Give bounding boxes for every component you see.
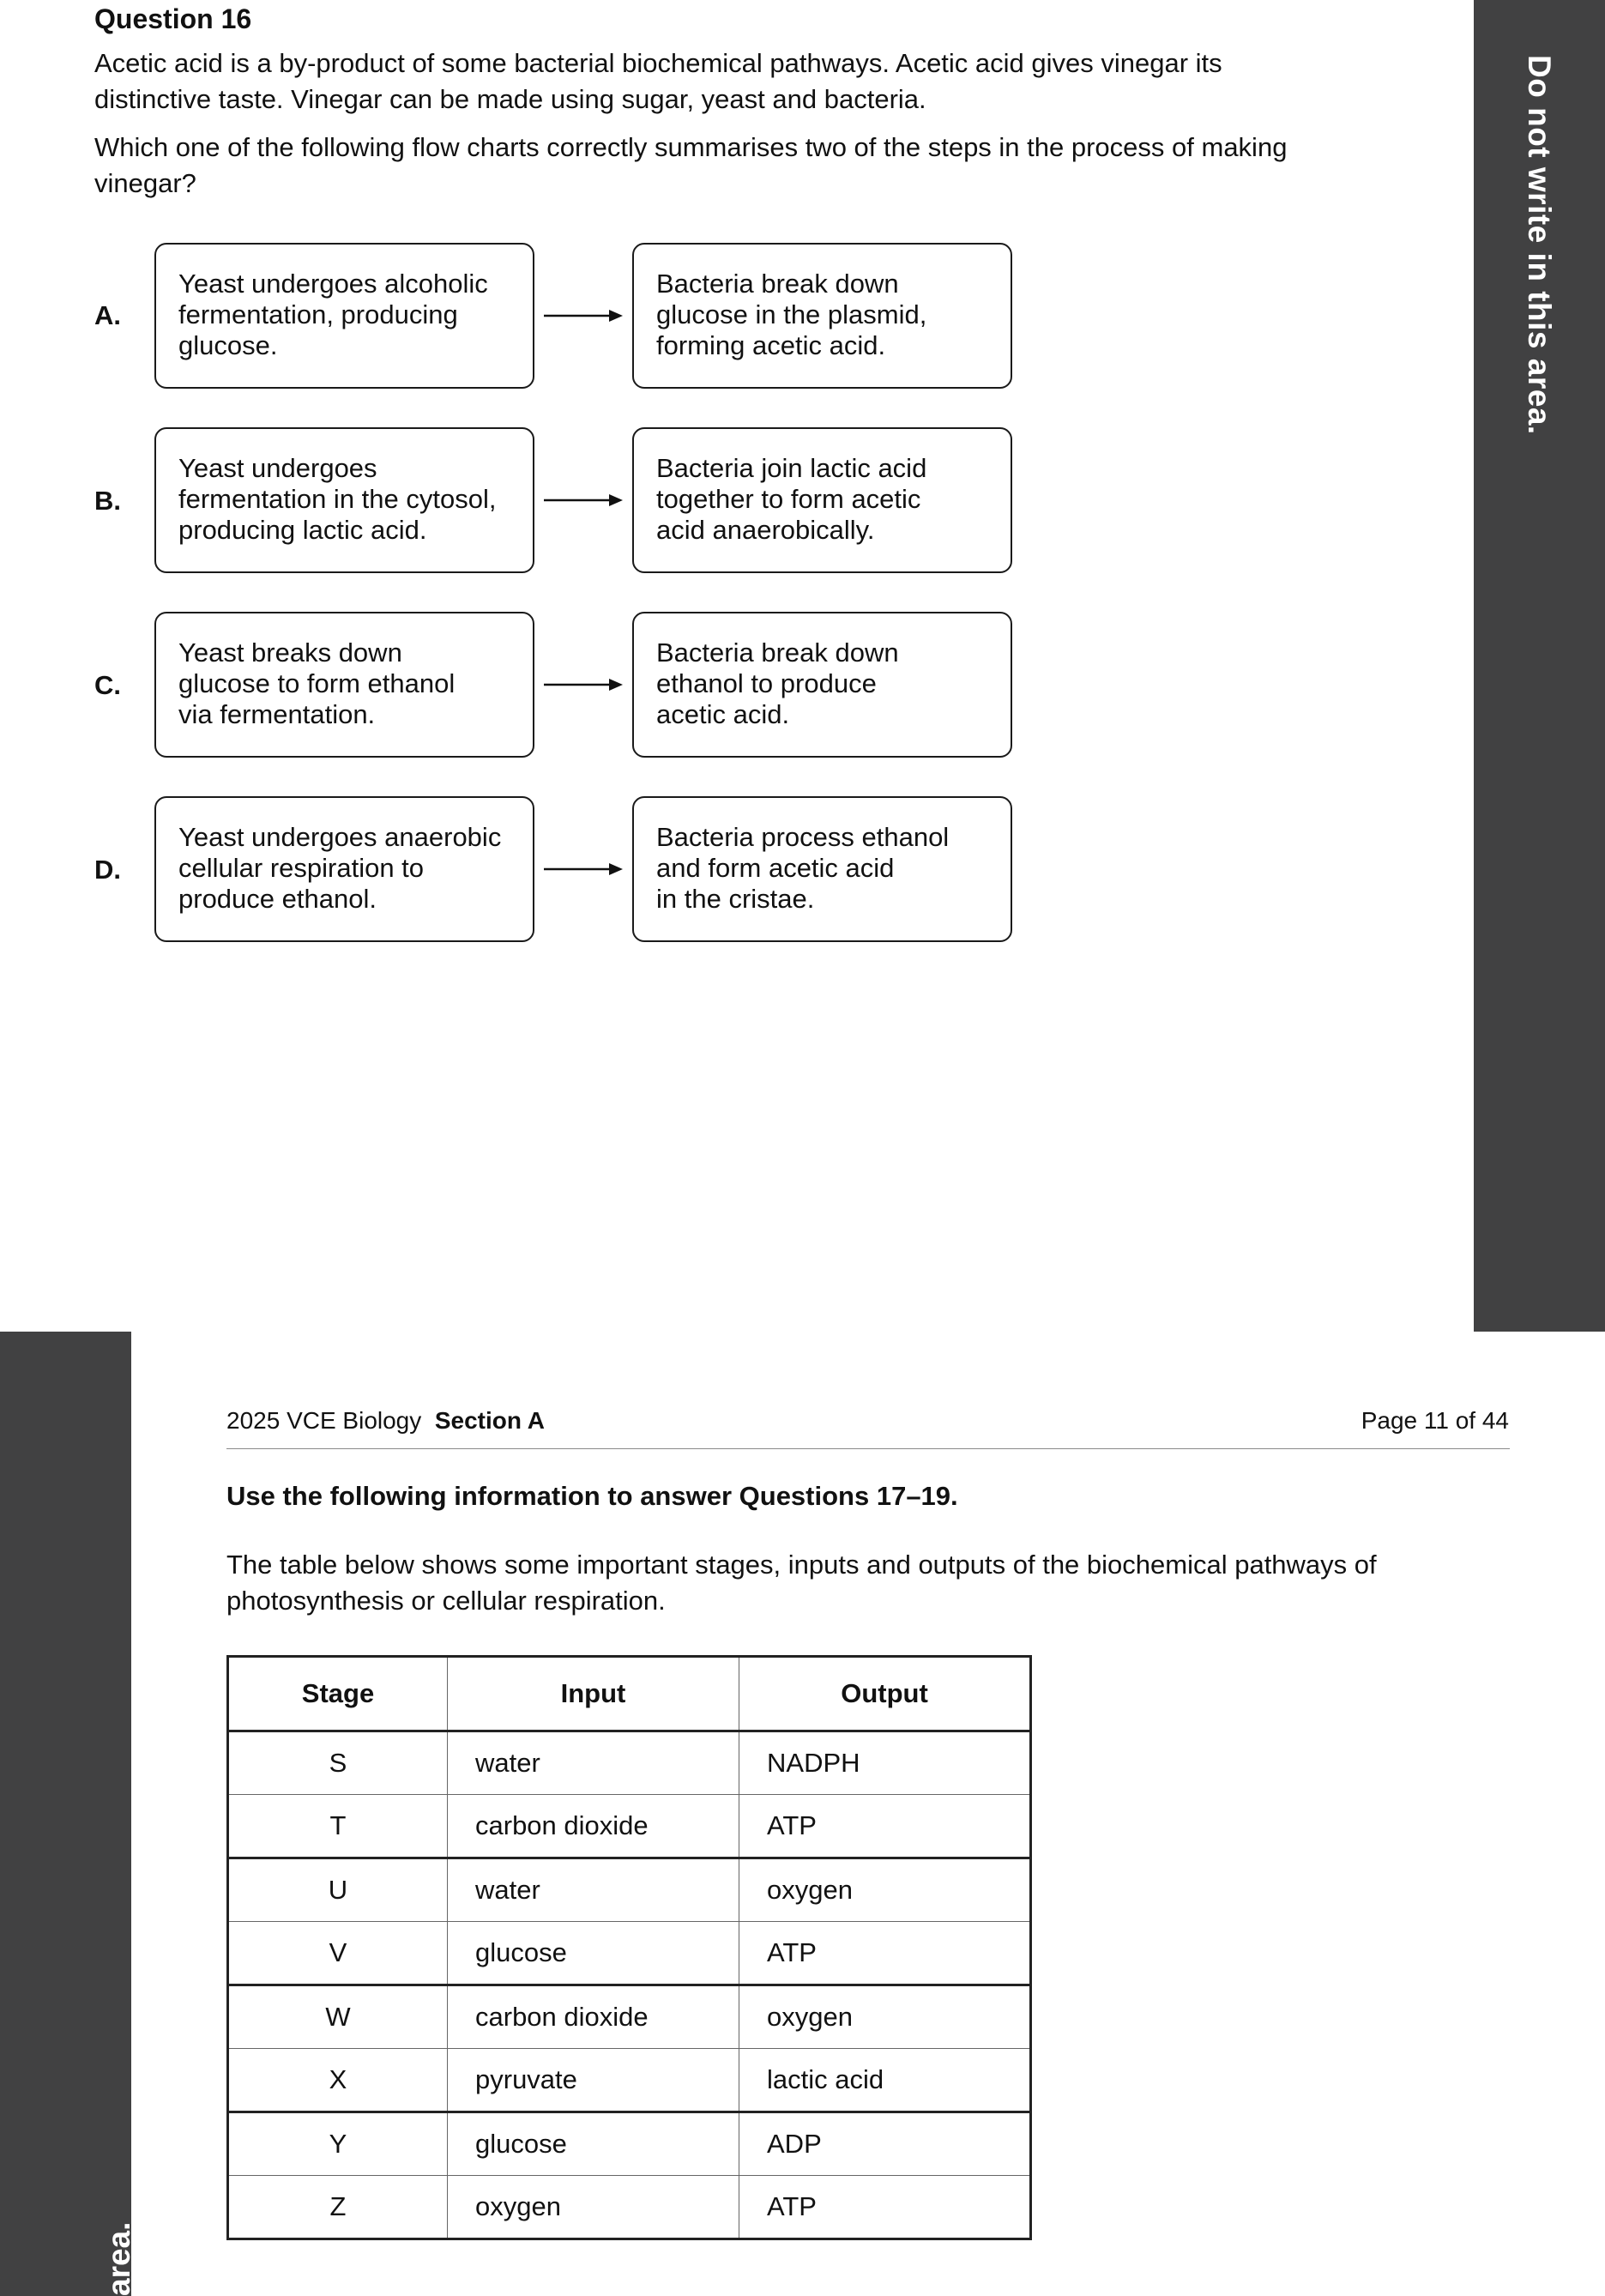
flow-step-2-box: Bacteria break down glucose in the plasmid, forming acetic acid. <box>632 243 1012 389</box>
flow-arrow-icon <box>544 676 623 693</box>
table-row <box>228 2176 1031 2239</box>
left-margin-bar <box>0 1332 131 2296</box>
option-letter: A. <box>94 300 121 330</box>
stage-cell: X <box>228 2049 448 2112</box>
output-cell: ADP <box>739 2112 1031 2176</box>
input-cell: water <box>448 1731 739 1795</box>
input-cell: glucose <box>448 1922 739 1985</box>
footer-divider <box>226 1448 1510 1449</box>
flow-step-2-box: Bacteria join lactic acid together to form acetic acid anaerobically. <box>632 427 1012 573</box>
header-stage: Stage <box>228 1657 448 1731</box>
stage-cell: S <box>228 1731 448 1795</box>
stage-cell: U <box>228 1858 448 1922</box>
info-heading: Use the following information to answer Questions 17–19. <box>226 1481 958 1511</box>
table-row <box>228 2112 1031 2176</box>
question-title: Question 16 <box>94 3 252 34</box>
output-cell: NADPH <box>739 1731 1031 1795</box>
header-output: Output <box>739 1657 1031 1731</box>
table-header-row <box>228 1657 1031 1731</box>
option-letter: C. <box>94 670 121 700</box>
table-row <box>228 2049 1031 2112</box>
flow-step-1-box: Yeast breaks down glucose to form ethanol via fermentation. <box>154 612 534 758</box>
table-row <box>228 1795 1031 1858</box>
input-cell: carbon dioxide <box>448 1985 739 2049</box>
stage-cell: V <box>228 1922 448 1985</box>
stage-cell: W <box>228 1985 448 2049</box>
output-cell: lactic acid <box>739 2049 1031 2112</box>
left-margin-notice: area. <box>101 2221 136 2296</box>
flow-step-1-box: Yeast undergoes fermentation in the cytosol, producing lactic acid. <box>154 427 534 573</box>
input-cell: glucose <box>448 2112 739 2176</box>
table-row <box>228 1731 1031 1795</box>
stage-cell: Z <box>228 2176 448 2239</box>
course-name: 2025 VCE Biology <box>226 1407 422 1434</box>
output-cell: ATP <box>739 2176 1031 2239</box>
flow-step-2-box: Bacteria break down ethanol to produce acetic acid. <box>632 612 1012 758</box>
output-cell: ATP <box>739 1922 1031 1985</box>
right-margin-bar <box>1474 0 1605 1332</box>
flow-arrow-icon <box>544 492 623 509</box>
do-not-write-notice: Do not write in this area. <box>1522 55 1557 435</box>
flow-step-1-box: Yeast undergoes anaerobic cellular respiration to produce ethanol. <box>154 796 534 942</box>
question-prompt: Which one of the following flow charts correctly summarises two of the steps in the process of making vinegar? <box>94 132 1288 198</box>
stage-cell: T <box>228 1795 448 1858</box>
flow-arrow-icon <box>544 307 623 324</box>
output-cell: oxygen <box>739 1985 1031 2049</box>
question-intro: Acetic acid is a by-product of some bacterial biochemical pathways. Acetic acid gives vinegar its distinctive taste. Vinegar can be made using sugar, yeast and bacteria. <box>94 48 1222 114</box>
table-row <box>228 1858 1031 1922</box>
input-cell: pyruvate <box>448 2049 739 2112</box>
stage-cell: Y <box>228 2112 448 2176</box>
table-row <box>228 1922 1031 1985</box>
header-input: Input <box>448 1657 739 1731</box>
info-text: The table below shows some important stages, inputs and outputs of the biochemical pathways of photosynthesis or cellular respiration. <box>226 1550 1377 1616</box>
page-footer-course <box>226 1407 545 1435</box>
section-name: Section A <box>434 1407 545 1434</box>
option-letter: D. <box>94 855 121 885</box>
output-cell: oxygen <box>739 1858 1031 1922</box>
input-cell: carbon dioxide <box>448 1795 739 1858</box>
input-cell: water <box>448 1858 739 1922</box>
stages-table <box>226 1655 1032 2240</box>
flow-arrow-icon <box>544 861 623 878</box>
flow-step-2-box: Bacteria process ethanol and form acetic acid in the cristae. <box>632 796 1012 942</box>
option-letter: B. <box>94 486 121 516</box>
flow-step-1-box: Yeast undergoes alcoholic fermentation, producing glucose. <box>154 243 534 389</box>
page-number: Page 11 of 44 <box>1361 1407 1509 1434</box>
input-cell: oxygen <box>448 2176 739 2239</box>
table-row <box>228 1985 1031 2049</box>
output-cell: ATP <box>739 1795 1031 1858</box>
